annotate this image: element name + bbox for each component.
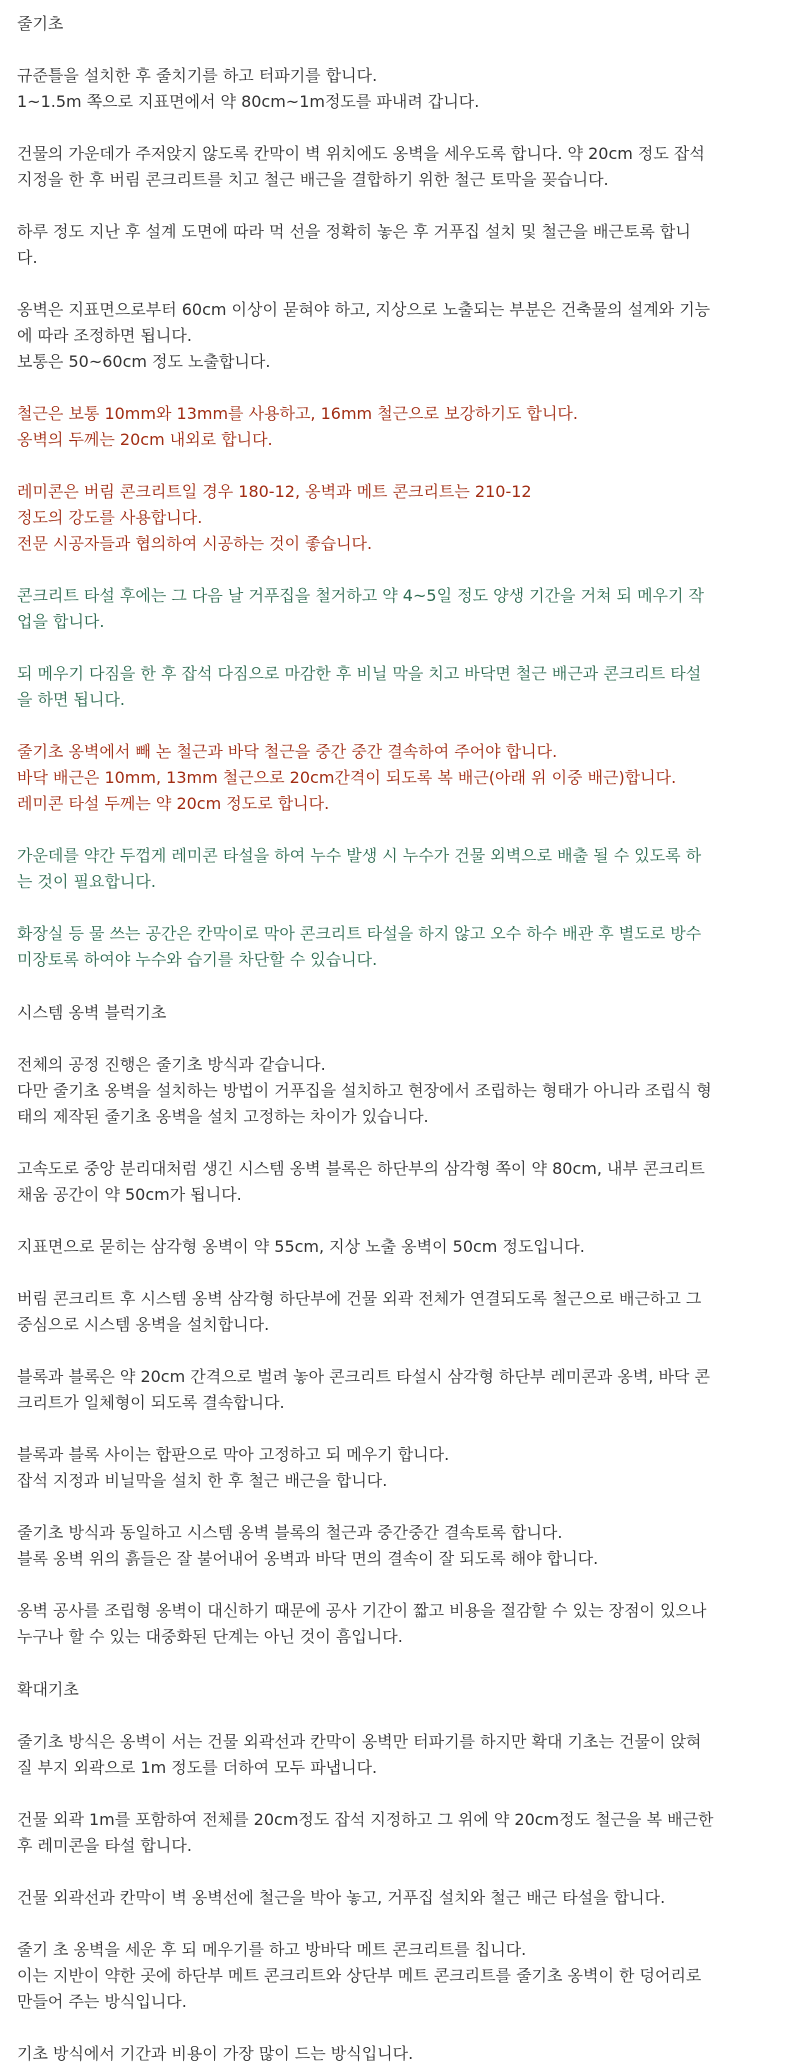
paragraph-line: 콘크리트 타설 후에는 그 다음 날 거푸집을 철거하고 약 4~5일 정도 양생 기간을 거쳐 되 메우기 작: [17, 586, 705, 605]
paragraph-gap: [17, 635, 782, 661]
paragraph-line: 옹벽의 두께는 20cm 내외로 합니다.: [17, 430, 273, 449]
paragraph-gap: [17, 1781, 782, 1807]
paragraph-line: 옹벽 공사를 조립형 옹벽이 대신하기 때문에 공사 기간이 짧고 비용을 절감할 수 있는 장점이 있으나: [17, 1601, 707, 1620]
paragraph-gap: [17, 375, 782, 401]
paragraph-gap: [17, 1494, 782, 1520]
paragraph-line: 건물 외곽 1m를 포함하여 전체를 20cm정도 잡석 지정하고 그 위에 약 20cm정도 철근을 복 배근한: [17, 1810, 714, 1829]
paragraph-line: 미장토록 하여야 누수와 습기를 차단할 수 있습니다.: [17, 950, 378, 969]
paragraph-gap: [17, 895, 782, 921]
paragraph-line: 전체의 공정 진행은 줄기초 방식과 같습니다.: [17, 1055, 326, 1074]
paragraph-line: 기초 방식에서 기간과 비용이 가장 많이 드는 방식입니다.: [17, 2044, 414, 2063]
paragraph-gap: [17, 1130, 782, 1156]
paragraph-line: 가운데를 약간 두껍게 레미콘 타설을 하여 누수 발생 시 누수가 건물 외벽으로 배출 될 수 있도록 하: [17, 846, 702, 865]
paragraph: [17, 583, 782, 635]
paragraph-line: 규준틀을 설치한 후 줄치기를 하고 터파기를 합니다.: [17, 66, 378, 85]
paragraph-line: 지표면으로 묻히는 삼각형 옹벽이 약 55cm, 지상 노출 옹벽이 50cm 정도입니다.: [17, 1237, 585, 1256]
paragraph: [17, 2041, 782, 2067]
paragraph-gap: [17, 37, 782, 63]
paragraph-gap: [17, 2015, 782, 2041]
paragraph: [17, 1729, 782, 1781]
paragraph: [17, 1286, 782, 1338]
paragraph-line: 고속도로 중앙 분리대처럼 생긴 시스템 옹벽 블록은 하단부의 삼각형 쪽이 약 80cm, 내부 콘크리트: [17, 1159, 705, 1178]
paragraph-line: 후 레미콘을 타설 합니다.: [17, 1836, 192, 1855]
paragraph-line: 업을 합니다.: [17, 612, 105, 631]
paragraph-line: 전문 시공자들과 협의하여 시공하는 것이 좋습니다.: [17, 534, 373, 553]
paragraph-line: 다.: [17, 248, 38, 267]
paragraph: [17, 1442, 782, 1494]
paragraph-gap: [17, 713, 782, 739]
paragraph-line: 줄기초 옹벽에서 빼 논 철근과 바닥 철근을 중간 중간 결속하여 주어야 합니다.: [17, 742, 558, 761]
paragraph-gap: [17, 1859, 782, 1885]
paragraph-line: 건물 외곽선과 칸막이 벽 옹벽선에 철근을 박아 놓고, 거푸집 설치와 철근 배근 타설을 합니다.: [17, 1888, 666, 1907]
paragraph-line: 블록과 블록은 약 20cm 간격으로 벌려 놓아 콘크리트 타설시 삼각형 하단부 레미콘과 옹벽, 바닥 콘: [17, 1367, 710, 1386]
paragraph-line: 중심으로 시스템 옹벽을 설치합니다.: [17, 1315, 270, 1334]
section-heading-text: 확대기초: [17, 1680, 79, 1699]
paragraph: [17, 1885, 782, 1911]
paragraph-line: 크리트가 일체형이 되도록 결속합니다.: [17, 1393, 285, 1412]
paragraph-line: 줄기 초 옹벽을 세운 후 되 메우기를 하고 방바닥 메트 콘크리트를 칩니다.: [17, 1940, 527, 1959]
section-heading: [17, 1676, 782, 1703]
paragraph-line: 블록 옹벽 위의 흙들은 잘 불어내어 옹벽과 바닥 면의 결속이 잘 되도록 해야 합니다.: [17, 1549, 599, 1568]
paragraph-line: 보통은 50~60cm 정도 노출합니다.: [17, 352, 271, 371]
paragraph-gap: [17, 1572, 782, 1598]
paragraph-line: 되 메우기 다짐을 한 후 잡석 다짐으로 마감한 후 비닐 막을 치고 바닥면 철근 배근과 콘크리트 타설: [17, 664, 702, 683]
paragraph: [17, 401, 782, 453]
paragraph-line: 철근은 보통 10mm와 13mm를 사용하고, 16mm 철근으로 보강하기도 합니다.: [17, 404, 578, 423]
paragraph-line: 줄기초 방식은 옹벽이 서는 건물 외곽선과 칸막이 옹벽만 터파기를 하지만 확대 기초는 건물이 앉혀: [17, 1732, 702, 1751]
paragraph: [17, 1807, 782, 1859]
paragraph-line: 정도의 강도를 사용합니다.: [17, 508, 203, 527]
paragraph-line: 버림 콘크리트 후 시스템 옹벽 삼각형 하단부에 건물 외곽 전체가 연결되도록 철근으로 배근하고 그: [17, 1289, 702, 1308]
paragraph-line: 줄기초 방식과 동일하고 시스템 옹벽 블록의 철근과 중간중간 결속토록 합니다.: [17, 1523, 563, 1542]
paragraph-gap: [17, 1911, 782, 1937]
paragraph-gap: [17, 1026, 782, 1052]
paragraph-line: 잡석 지정과 비닐막을 설치 한 후 철근 배근을 합니다.: [17, 1471, 388, 1490]
paragraph-line: 바닥 배근은 10mm, 13mm 철근으로 20cm간격이 되도록 복 배근(아래 위 이중 배근)합니다.: [17, 768, 677, 787]
paragraph-line: 에 따라 조정하면 됩니다.: [17, 326, 192, 345]
paragraph-line: 블록과 블록 사이는 합판으로 막아 고정하고 되 메우기 합니다.: [17, 1445, 450, 1464]
paragraph: [17, 1364, 782, 1416]
paragraph-gap: [17, 1208, 782, 1234]
paragraph-line: 1~1.5m 쪽으로 지표면에서 약 80cm~1m정도를 파내려 갑니다.: [17, 92, 480, 111]
paragraph-line: 질 부지 외곽으로 1m 정도를 더하여 모두 파냅니다.: [17, 1758, 378, 1777]
paragraph-line: 태의 제작된 줄기초 옹벽을 설치 고정하는 차이가 있습니다.: [17, 1107, 429, 1126]
paragraph-line: 만들어 주는 방식입니다.: [17, 1992, 187, 2011]
paragraph-gap: [17, 817, 782, 843]
paragraph: [17, 921, 782, 973]
section-heading-text: 줄기초: [17, 14, 64, 33]
paragraph: [17, 63, 782, 115]
paragraph-line: 화장실 등 물 쓰는 공간은 칸막이로 막아 콘크리트 타설을 하지 않고 오수 하수 배관 후 별도로 방수: [17, 924, 702, 943]
paragraph-line: 는 것이 필요합니다.: [17, 872, 156, 891]
paragraph: [17, 479, 782, 557]
paragraph: [17, 843, 782, 895]
paragraph-line: 옹벽은 지표면으로부터 60cm 이상이 묻혀야 하고, 지상으로 노출되는 부분은 건축물의 설계와 기능: [17, 300, 711, 319]
paragraph: [17, 1156, 782, 1208]
paragraph-line: 레미콘 타설 두께는 약 20cm 정도로 합니다.: [17, 794, 330, 813]
paragraph-line: 하루 정도 지난 후 설계 도면에 따라 먹 선을 정확히 놓은 후 거푸집 설치 및 철근을 배근토록 합니: [17, 222, 691, 241]
paragraph-gap: [17, 1650, 782, 1676]
paragraph-line: 다만 줄기초 옹벽을 설치하는 방법이 거푸집을 설치하고 현장에서 조립하는 형태가 아니라 조립식 형: [17, 1081, 712, 1100]
paragraph: [17, 1234, 782, 1260]
paragraph-line: 레미콘은 버림 콘크리트일 경우 180-12, 옹벽과 메트 콘크리트는 210-12: [17, 482, 532, 501]
paragraph-gap: [17, 973, 782, 999]
paragraph: [17, 297, 782, 375]
paragraph-gap: [17, 1416, 782, 1442]
paragraph-gap: [17, 557, 782, 583]
section-heading: [17, 10, 782, 37]
paragraph-line: 건물의 가운데가 주저앉지 않도록 칸막이 벽 위치에도 옹벽을 세우도록 합니다. 약 20cm 정도 잡석: [17, 144, 705, 163]
paragraph-gap: [17, 1703, 782, 1729]
paragraph-gap: [17, 193, 782, 219]
paragraph-gap: [17, 1338, 782, 1364]
paragraph-line: 채움 공간이 약 50cm가 됩니다.: [17, 1185, 242, 1204]
section-heading: [17, 999, 782, 1026]
paragraph: [17, 1598, 782, 1650]
paragraph-gap: [17, 453, 782, 479]
paragraph-line: 을 하면 됩니다.: [17, 690, 125, 709]
paragraph-gap: [17, 271, 782, 297]
paragraph: [17, 219, 782, 271]
paragraph: [17, 141, 782, 193]
paragraph-gap: [17, 115, 782, 141]
section-heading-text: 시스템 옹벽 블럭기초: [17, 1003, 167, 1022]
paragraph: [17, 1520, 782, 1572]
paragraph: [17, 1052, 782, 1130]
paragraph-gap: [17, 1260, 782, 1286]
paragraph-line: 지정을 한 후 버림 콘크리트를 치고 철근 배근을 결합하기 위한 철근 토막을 꽂습니다.: [17, 170, 609, 189]
paragraph-line: 이는 지반이 약한 곳에 하단부 메트 콘크리트와 상단부 메트 콘크리트를 줄기초 옹벽이 한 덩어리로: [17, 1966, 702, 1985]
paragraph-line: 누구나 할 수 있는 대중화된 단계는 아닌 것이 흠입니다.: [17, 1627, 403, 1646]
paragraph: [17, 1937, 782, 2015]
paragraph: [17, 739, 782, 817]
paragraph: [17, 661, 782, 713]
